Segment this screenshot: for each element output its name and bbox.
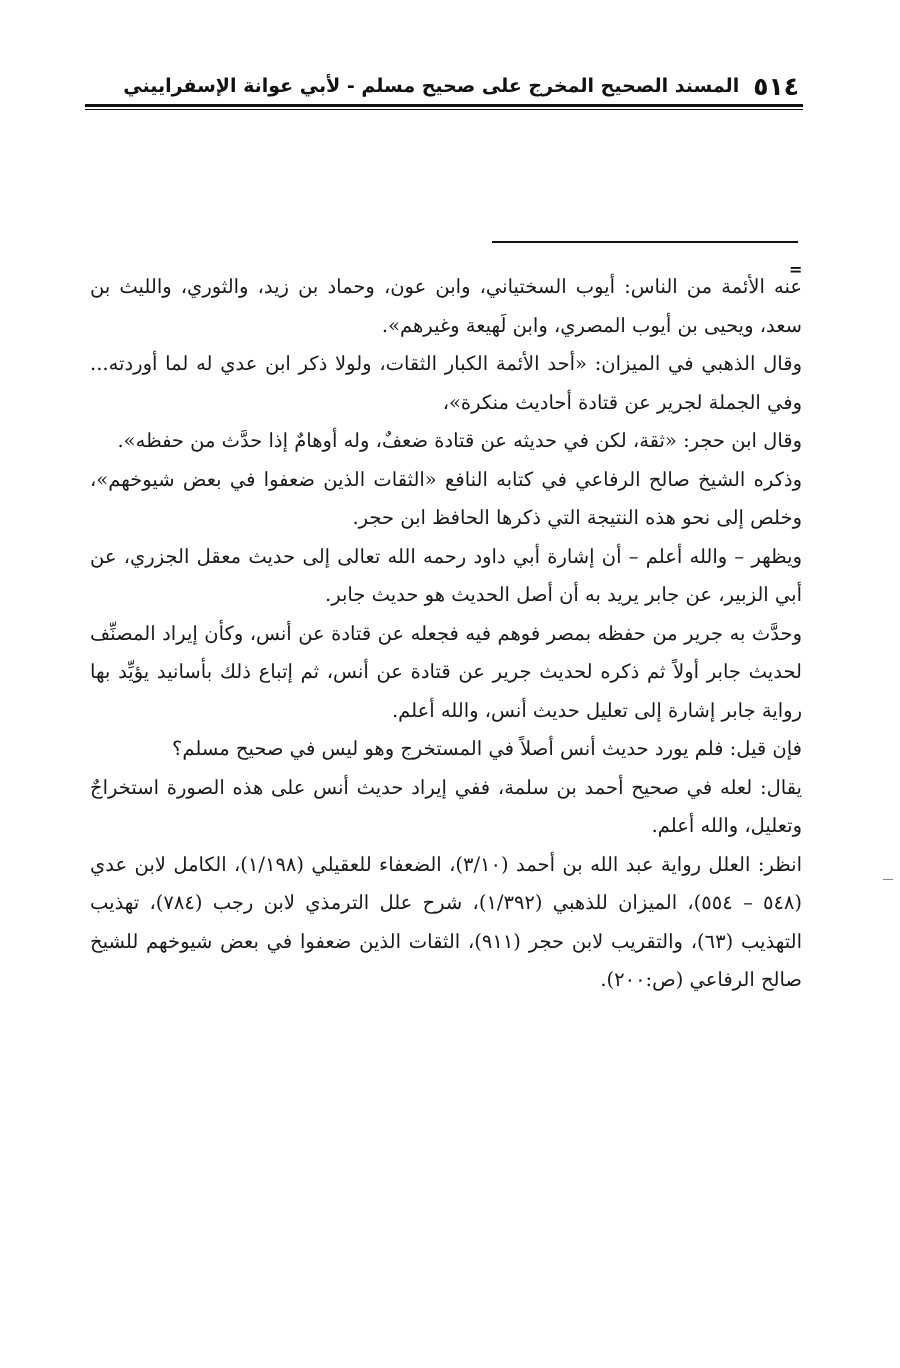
footnote-separator [492,241,798,243]
footnote-paragraph: انظر: العلل رواية عبد الله بن أحمد (٣/١٠)، الضعفاء للعقيلي (١/١٩٨)، الكامل لابن عدي (٥٤٨ – ٥٥٤)، الميزان للذهبي (١/٣٩٢)، شرح علل الترمذي لابن رجب (٧٨٤)، تهذيب التهذيب (٦٣)، والتقريب لابن حجر (٩١١)، الثقات الذين ضعفوا في بعض شيوخهم للشيخ صالح الرفاعي (ص:٢٠٠). [90,852,803,991]
footnote-paragraph: وحدَّث به جرير من حفظه بمصر فوهم فيه فجعله عن قتادة عن أنس، وكأن إيراد المصنِّف لحديث جابر أولاً ثم ذكره لحديث جرير عن قتادة عن أنس، ثم إتباع ذلك بأسانيد يؤيِّد بها رواية جابر إشارة إلى تعليل حديث أنس، والله أعلم. [90,621,802,722]
footnote-body [90,268,802,1000]
header-rule-thin [85,109,803,110]
running-title: المسند الصحيح المخرج على صحيح مسلم - لأبي عوانة الإسفراييني [123,75,740,97]
footnote-paragraph: فإن قيل: فلم يورد حديث أنس أصلاً في المستخرج وهو ليس في صحيح مسلم؟ [172,737,802,760]
footnote-paragraph: ويظهر – والله أعلم – أن إشارة أبي داود رحمه الله تعالى إلى حديث معقل الجزري، عن أبي الزبير، عن جابر يريد به أن أصل الحديث هو حديث جابر. [90,544,802,606]
footnote-paragraph: وقال الذهبي في الميزان: «أحد الأئمة الكبار الثقات، ولولا ذكر ابن عدي له لما أوردته... وفي الجملة لجرير عن قتادة أحاديث منكرة»، [90,352,802,414]
footnote-paragraph: يقال: لعله في صحيح أحمد بن سلمة، ففي إيراد حديث أنس على هذه الصورة استخراجٌ وتعليل، والله أعلم. [90,775,802,837]
margin-tick [883,879,893,880]
header-rule [85,104,803,107]
footnote-paragraph: وذكره الشيخ صالح الرفاعي في كتابه النافع «الثقات الذين ضعفوا في بعض شيوخهم»، وخلص إلى نحو هذه النتيجة التي ذكرها الحافظ ابن حجر. [90,467,802,529]
footnote-paragraph: عنه الأئمة من الناس: أيوب السختياني، وابن عون، وحماد بن زيد، والثوري، والليث بن سعد، ويحيى بن أيوب المصري، وابن لَهيعة وغيرهم». [90,275,802,337]
footnote-continuation-mark: = [789,260,803,279]
page-number: ٥١٤ [753,71,799,101]
footnote-paragraph: وقال ابن حجر: «ثقة، لكن في حديثه عن قتادة ضعفٌ، وله أوهامٌ إذا حدَّث من حفظه». [117,429,802,452]
page-header [85,70,799,102]
